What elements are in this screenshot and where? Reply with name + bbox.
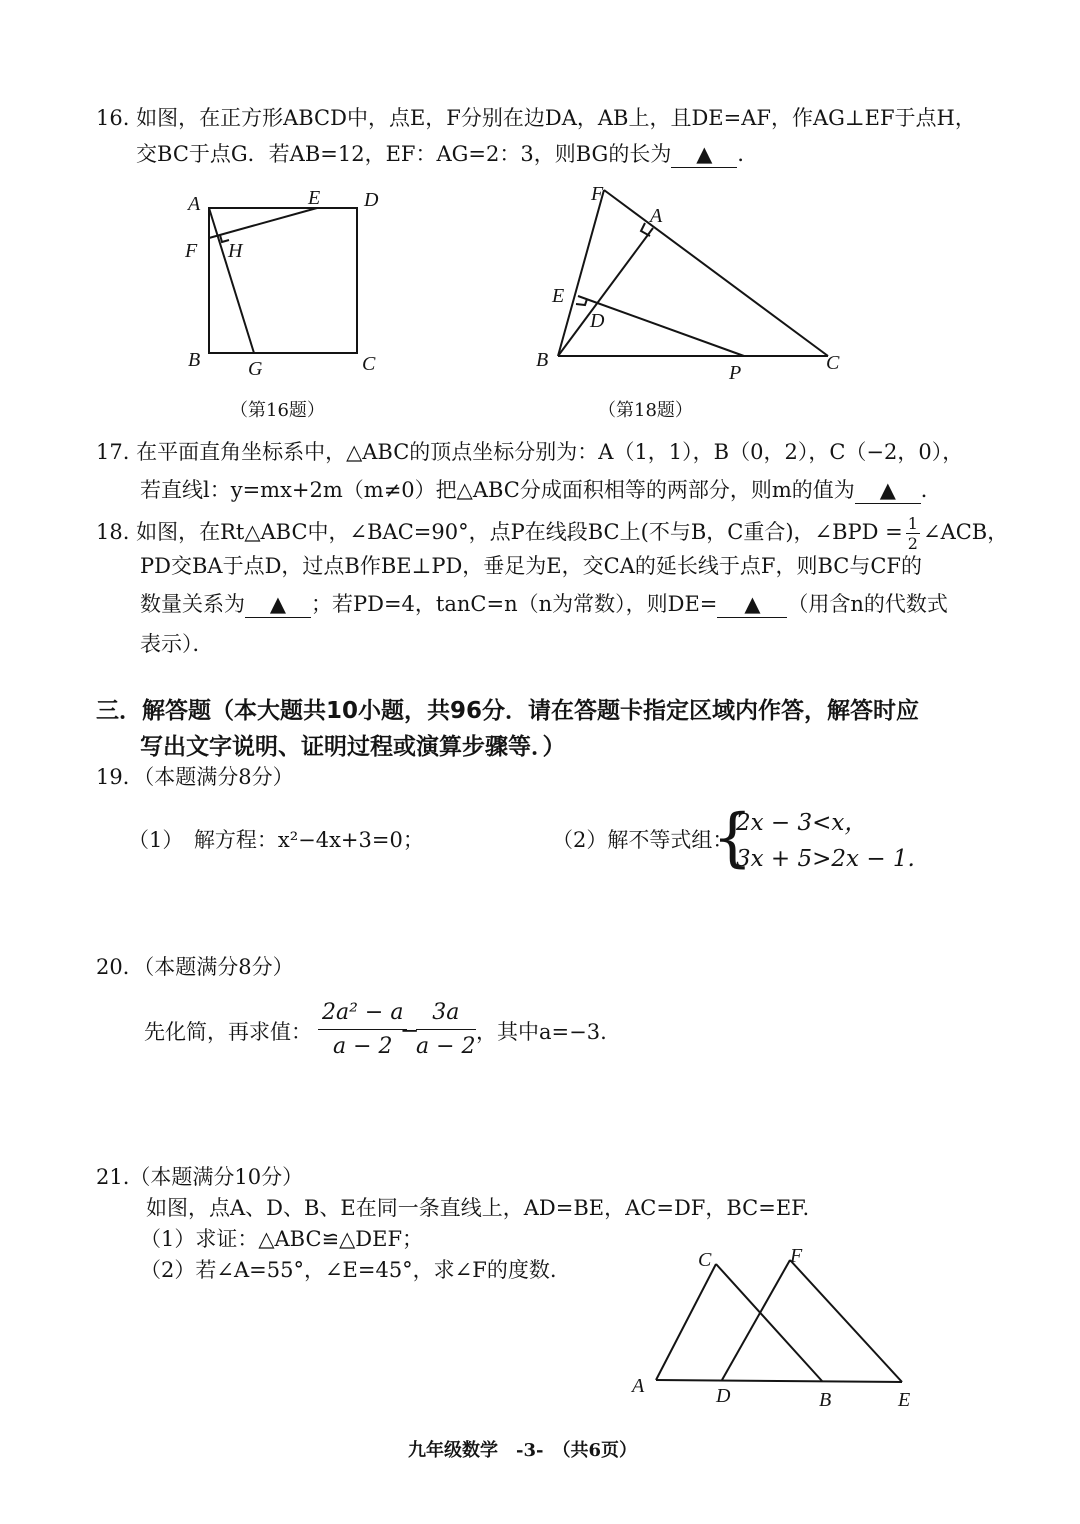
q20-fraction-1-num: 2a² − a (318, 1000, 407, 1030)
q18-answer-blank-2: ▲ (717, 592, 787, 618)
q20-fraction-2-num: 3a (416, 1000, 476, 1030)
q18-label-d: D (590, 310, 605, 332)
q18-line3-a: 数量关系为 (140, 592, 245, 616)
q19-system-brace: { (712, 801, 753, 875)
q21-label-b: B (819, 1389, 832, 1411)
section3-heading-line2: 写出文字说明、证明过程或演算步骤等．） (140, 734, 566, 760)
q20-lead: 先化简，再求值： (144, 1020, 312, 1044)
q21-header: 21.（本题满分10分） (96, 1165, 304, 1189)
q21-label-f: F (790, 1245, 803, 1267)
q16-label-e: E (308, 187, 321, 209)
q17-line2-end: ． (920, 478, 942, 502)
q21-label-e: E (898, 1389, 911, 1411)
q18-half-fraction (906, 514, 920, 553)
q16-label-c: C (362, 353, 376, 375)
q18-line1 (96, 514, 1008, 553)
q16-label-b: B (188, 349, 201, 371)
q21-part1: （1）求证：△ABC≌△DEF； (140, 1227, 424, 1251)
q16-label-f: F (185, 240, 198, 262)
q20-fraction-2 (416, 1000, 476, 1059)
q18-line3-c: （用含n的代数式 (787, 592, 948, 616)
q16-caption: （第16题） (230, 400, 325, 421)
q18-label-a: A (650, 205, 663, 227)
q18-right-angle-mark-e (576, 299, 587, 305)
q18-half-num: 1 (907, 514, 918, 533)
q18-label-b: B (536, 349, 549, 371)
q16-label-h: H (228, 240, 243, 262)
q16-line2-end: ． (737, 142, 759, 166)
q21-label-a: A (632, 1375, 645, 1397)
q21-segment-df (722, 1260, 790, 1380)
q18-label-e: E (552, 285, 565, 307)
q21-segment-ac (656, 1264, 716, 1380)
q16-label-d: D (364, 189, 379, 211)
q20-fraction-1 (318, 1000, 407, 1059)
q21-line1: 如图，点A、D、B、E在同一条直线上，AD=BE，AC=DF，BC=EF. (146, 1196, 810, 1220)
q21-label-d: D (716, 1385, 731, 1407)
q18-label-f: F (591, 183, 604, 205)
q18-half-den: 2 (907, 534, 918, 554)
q18-line2: PD交BA于点D，过点B作BE⊥PD，垂足为E，交CA的延长线于点F，则BC与CF的 (140, 554, 922, 578)
q19-part2: （2）解不等式组： (552, 828, 734, 852)
q18-label-c: C (826, 352, 840, 374)
q17-answer-blank: ▲ (855, 478, 921, 504)
q18-caption: （第18题） (598, 400, 693, 421)
q21-label-c: C (698, 1249, 712, 1271)
q20-fraction-1-den: a − 2 (332, 1034, 393, 1059)
q20-minus: − (400, 1018, 420, 1044)
section3-heading-line1: 三．解答题（本大题共10小题，共96分．请在答题卡指定区域内作答，解答时应 (96, 698, 920, 724)
q19-inequality-2: 3x + 5>2x − 1. (736, 846, 915, 872)
q18-line4: 表示）． (140, 632, 214, 656)
q16-line1: 16. 如图，在正方形ABCD中，点E，F分别在边DA，AB上，且DE=AF，作AG⊥EF于点H， (96, 106, 976, 130)
q17-line2 (140, 478, 942, 504)
q18-segment-fc (604, 190, 828, 356)
q18-line3 (140, 592, 948, 618)
q18-line1-a: 18. 如图，在Rt△ABC中，∠BAC=90°，点P在线段BC上(不与B，C重合)，∠BPD = (96, 520, 903, 545)
page-footer: 九年级数学 -3- （共6页） (408, 1440, 637, 1461)
q21-figure (620, 1240, 930, 1420)
q20-fraction-2-den: a − 2 (416, 1034, 476, 1059)
q19-header: 19．（本题满分8分） (96, 765, 294, 789)
q20-header: 20．（本题满分8分） (96, 955, 294, 979)
q19-inequality-1: 2x − 3<x， (736, 810, 868, 836)
q17-line2-text: 若直线l：y=mx+2m（m≠0）把△ABC分成面积相等的两部分，则m的值为 (140, 478, 855, 502)
q19-part1: （1） 解方程：x²−4x+3=0； (128, 828, 424, 852)
q16-segment-ag (209, 208, 254, 353)
q16-answer-blank: ▲ (671, 142, 737, 168)
q16-segment-fe (209, 208, 317, 238)
q20-tail: ，其中a=−3. (476, 1020, 607, 1044)
q18-figure (528, 178, 858, 388)
q21-part2: （2）若∠A=55°，∠E=45°，求∠F的度数. (140, 1258, 557, 1282)
q16-figure (176, 180, 406, 380)
q18-label-p: P (729, 362, 742, 384)
q16-line2-text: 交BC于点G．若AB=12，EF：AG=2：3，则BG的长为 (136, 142, 672, 166)
q18-answer-blank-1: ▲ (245, 592, 311, 618)
q18-segment-ba (558, 228, 653, 356)
q17-line1: 17. 在平面直角坐标系中，△ABC的顶点坐标分别为：A（1，1），B（0，2），C（−2，0）， (96, 440, 964, 464)
q18-line3-b: ；若PD=4，tanC=n（n为常数），则DE= (311, 592, 718, 616)
q21-line-ae (656, 1380, 902, 1382)
q16-label-a: A (188, 193, 201, 215)
q18-line1-b: ∠ACB， (922, 520, 1009, 545)
q16-label-g: G (248, 358, 263, 380)
q16-line2 (136, 142, 758, 168)
